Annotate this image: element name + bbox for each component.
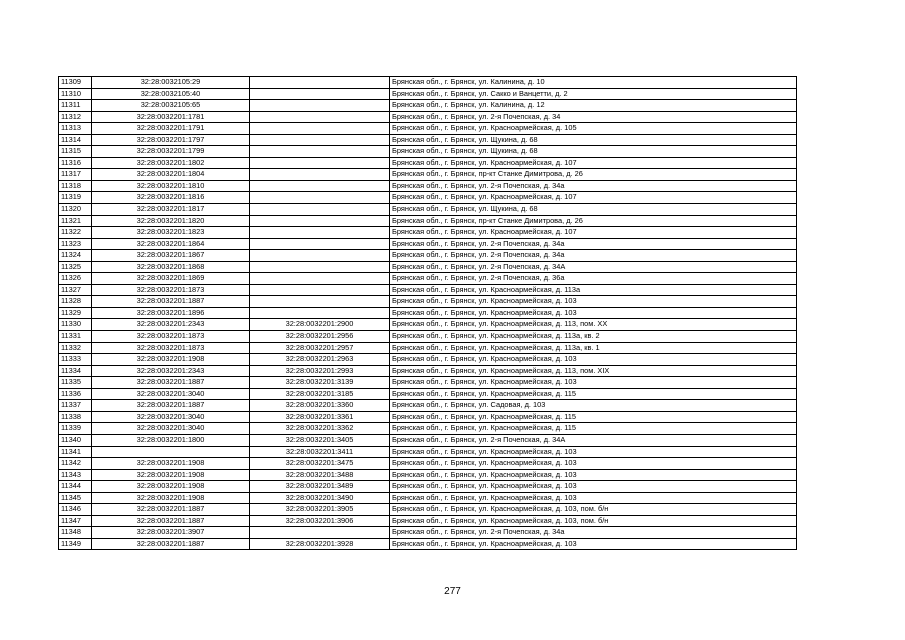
parent-cadastral-number-cell: 32:28:0032201:1810 — [92, 180, 250, 192]
parent-cadastral-number-cell: 32:28:0032201:3040 — [92, 388, 250, 400]
parent-cadastral-number-cell: 32:28:0032201:1817 — [92, 204, 250, 216]
cadastral-number-cell: 32:28:0032201:3405 — [250, 434, 390, 446]
cadastral-table — [58, 76, 797, 550]
parent-cadastral-number-cell: 32:28:0032201:1908 — [92, 458, 250, 470]
parent-cadastral-number-cell: 32:28:0032201:2343 — [92, 319, 250, 331]
address-cell: Брянская обл., г. Брянск, пр-кт Станке Димитрова, д. 26 — [390, 169, 797, 181]
row-number-cell: 11345 — [59, 492, 92, 504]
address-cell: Брянская обл., г. Брянск, ул. Красноармейская, д. 113, пом. XX — [390, 319, 797, 331]
table-row — [59, 423, 797, 435]
parent-cadastral-number-cell: 32:28:0032201:1869 — [92, 273, 250, 285]
table-row — [59, 180, 797, 192]
table-row — [59, 134, 797, 146]
row-number-cell: 11342 — [59, 458, 92, 470]
address-cell: Брянская обл., г. Брянск, ул. Сакко и Ванцетти, д. 2 — [390, 88, 797, 100]
parent-cadastral-number-cell: 32:28:0032201:1908 — [92, 354, 250, 366]
cadastral-number-cell: 32:28:0032201:3905 — [250, 504, 390, 516]
parent-cadastral-number-cell: 32:28:0032105:29 — [92, 77, 250, 89]
row-number-cell: 11338 — [59, 411, 92, 423]
table-row — [59, 307, 797, 319]
cadastral-number-cell: 32:28:0032201:2993 — [250, 365, 390, 377]
row-number-cell: 11346 — [59, 504, 92, 516]
parent-cadastral-number-cell: 32:28:0032105:40 — [92, 88, 250, 100]
address-cell: Брянская обл., г. Брянск, ул. 2-я Почепская, д. 34а — [390, 250, 797, 262]
table-row — [59, 434, 797, 446]
row-number-cell: 11316 — [59, 157, 92, 169]
table-row — [59, 469, 797, 481]
address-cell: Брянская обл., г. Брянск, ул. Красноармейская, д. 103 — [390, 469, 797, 481]
parent-cadastral-number-cell: 32:28:0032201:1816 — [92, 192, 250, 204]
parent-cadastral-number-cell: 32:28:0032201:1797 — [92, 134, 250, 146]
parent-cadastral-number-cell: 32:28:0032201:1800 — [92, 434, 250, 446]
cadastral-number-cell: 32:28:0032201:2900 — [250, 319, 390, 331]
table-row — [59, 238, 797, 250]
table-row — [59, 354, 797, 366]
table-row — [59, 261, 797, 273]
parent-cadastral-number-cell: 32:28:0032201:1873 — [92, 342, 250, 354]
parent-cadastral-number-cell: 32:28:0032201:1864 — [92, 238, 250, 250]
table-row — [59, 446, 797, 458]
table-body — [59, 77, 797, 550]
row-number-cell: 11315 — [59, 146, 92, 158]
row-number-cell: 11349 — [59, 538, 92, 550]
cadastral-number-cell: 32:28:0032201:3489 — [250, 481, 390, 493]
cadastral-number-cell — [250, 296, 390, 308]
parent-cadastral-number-cell: 32:28:0032201:1802 — [92, 157, 250, 169]
address-cell: Брянская обл., г. Брянск, ул. Красноармейская, д. 107 — [390, 192, 797, 204]
cadastral-number-cell — [250, 238, 390, 250]
parent-cadastral-number-cell: 32:28:0032201:1804 — [92, 169, 250, 181]
address-cell: Брянская обл., г. Брянск, ул. Красноармейская, д. 103 — [390, 538, 797, 550]
address-cell: Брянская обл., г. Брянск, ул. Красноармейская, д. 107 — [390, 157, 797, 169]
cadastral-number-cell — [250, 134, 390, 146]
address-cell: Брянская обл., г. Брянск, ул. Красноармейская, д. 103 — [390, 296, 797, 308]
cadastral-number-cell — [250, 284, 390, 296]
table-row — [59, 515, 797, 527]
address-cell: Брянская обл., г. Брянск, ул. Красноармейская, д. 103 — [390, 446, 797, 458]
table-row — [59, 538, 797, 550]
parent-cadastral-number-cell: 32:28:0032105:65 — [92, 100, 250, 112]
cadastral-number-cell — [250, 261, 390, 273]
address-cell: Брянская обл., г. Брянск, ул. Красноармейская, д. 103 — [390, 492, 797, 504]
cadastral-number-cell: 32:28:0032201:3928 — [250, 538, 390, 550]
cadastral-number-cell — [250, 146, 390, 158]
parent-cadastral-number-cell: 32:28:0032201:1887 — [92, 515, 250, 527]
parent-cadastral-number-cell: 32:28:0032201:1781 — [92, 111, 250, 123]
table-row — [59, 157, 797, 169]
cadastral-number-cell — [250, 227, 390, 239]
address-cell: Брянская обл., г. Брянск, ул. 2-я Почепская, д. 34а — [390, 527, 797, 539]
cadastral-number-cell — [250, 307, 390, 319]
table-row — [59, 192, 797, 204]
cadastral-number-cell — [250, 215, 390, 227]
cadastral-number-cell — [250, 273, 390, 285]
address-cell: Брянская обл., г. Брянск, ул. 2-я Почепская, д. 34 — [390, 111, 797, 123]
cadastral-number-cell — [250, 527, 390, 539]
cadastral-number-cell — [250, 169, 390, 181]
row-number-cell: 11332 — [59, 342, 92, 354]
cadastral-number-cell: 32:28:0032201:3490 — [250, 492, 390, 504]
row-number-cell: 11341 — [59, 446, 92, 458]
cadastral-number-cell: 32:28:0032201:3139 — [250, 377, 390, 389]
address-cell: Брянская обл., г. Брянск, ул. Красноармейская, д. 115 — [390, 388, 797, 400]
cadastral-number-cell: 32:28:0032201:3361 — [250, 411, 390, 423]
cadastral-number-cell — [250, 250, 390, 262]
table-row — [59, 342, 797, 354]
address-cell: Брянская обл., г. Брянск, ул. Красноармейская, д. 113а, кв. 1 — [390, 342, 797, 354]
table-row — [59, 388, 797, 400]
address-cell: Брянская обл., г. Брянск, ул. Красноармейская, д. 103 — [390, 307, 797, 319]
cadastral-number-cell — [250, 111, 390, 123]
address-cell: Брянская обл., г. Брянск, ул. 2-я Почепская, д. 34А — [390, 434, 797, 446]
row-number-cell: 11310 — [59, 88, 92, 100]
row-number-cell: 11330 — [59, 319, 92, 331]
address-cell: Брянская обл., г. Брянск, ул. Красноармейская, д. 103 — [390, 481, 797, 493]
address-cell: Брянская обл., г. Брянск, ул. Щукина, д. 68 — [390, 204, 797, 216]
row-number-cell: 11311 — [59, 100, 92, 112]
parent-cadastral-number-cell: 32:28:0032201:1873 — [92, 331, 250, 343]
parent-cadastral-number-cell: 32:28:0032201:1908 — [92, 492, 250, 504]
row-number-cell: 11321 — [59, 215, 92, 227]
table-row — [59, 527, 797, 539]
row-number-cell: 11333 — [59, 354, 92, 366]
address-cell: Брянская обл., г. Брянск, ул. Красноармейская, д. 113а — [390, 284, 797, 296]
table-row — [59, 250, 797, 262]
table-row — [59, 146, 797, 158]
table-row — [59, 169, 797, 181]
cadastral-number-cell: 32:28:0032201:3362 — [250, 423, 390, 435]
row-number-cell: 11331 — [59, 331, 92, 343]
cadastral-number-cell: 32:28:0032201:3411 — [250, 446, 390, 458]
row-number-cell: 11324 — [59, 250, 92, 262]
parent-cadastral-number-cell: 32:28:0032201:1867 — [92, 250, 250, 262]
address-cell: Брянская обл., г. Брянск, ул. Красноармейская, д. 103 — [390, 458, 797, 470]
parent-cadastral-number-cell: 32:28:0032201:1887 — [92, 377, 250, 389]
cadastral-number-cell: 32:28:0032201:2957 — [250, 342, 390, 354]
table-row — [59, 77, 797, 89]
address-cell: Брянская обл., г. Брянск, ул. Калинина, д. 12 — [390, 100, 797, 112]
address-cell: Брянская обл., г. Брянск, ул. Красноармейская, д. 113а, кв. 2 — [390, 331, 797, 343]
table-row — [59, 227, 797, 239]
table-row — [59, 123, 797, 135]
cadastral-number-cell — [250, 77, 390, 89]
table-row — [59, 88, 797, 100]
parent-cadastral-number-cell: 32:28:0032201:3040 — [92, 411, 250, 423]
cadastral-number-cell — [250, 157, 390, 169]
page-number: 277 — [444, 586, 461, 597]
row-number-cell: 11313 — [59, 123, 92, 135]
row-number-cell: 11318 — [59, 180, 92, 192]
cadastral-number-cell: 32:28:0032201:3488 — [250, 469, 390, 481]
parent-cadastral-number-cell: 32:28:0032201:3907 — [92, 527, 250, 539]
address-cell: Брянская обл., г. Брянск, ул. 2-я Почепская, д. 34а — [390, 238, 797, 250]
address-cell: Брянская обл., г. Брянск, ул. Красноармейская, д. 107 — [390, 227, 797, 239]
parent-cadastral-number-cell: 32:28:0032201:1896 — [92, 307, 250, 319]
parent-cadastral-number-cell: 32:28:0032201:1820 — [92, 215, 250, 227]
row-number-cell: 11317 — [59, 169, 92, 181]
address-cell: Брянская обл., г. Брянск, ул. Красноармейская, д. 103, пом. б/н — [390, 504, 797, 516]
table-row — [59, 411, 797, 423]
address-cell: Брянская обл., г. Брянск, ул. 2-я Почепская, д. 36а — [390, 273, 797, 285]
row-number-cell: 11337 — [59, 400, 92, 412]
parent-cadastral-number-cell: 32:28:0032201:1887 — [92, 296, 250, 308]
address-cell: Брянская обл., г. Брянск, ул. Красноармейская, д. 115 — [390, 423, 797, 435]
parent-cadastral-number-cell: 32:28:0032201:1873 — [92, 284, 250, 296]
table-row — [59, 273, 797, 285]
table-row — [59, 365, 797, 377]
address-cell: Брянская обл., г. Брянск, ул. Садовая, д. 103 — [390, 400, 797, 412]
address-cell: Брянская обл., г. Брянск, ул. Красноармейская, д. 103 — [390, 377, 797, 389]
cadastral-number-cell — [250, 180, 390, 192]
address-cell: Брянская обл., г. Брянск, ул. Калинина, д. 10 — [390, 77, 797, 89]
table-row — [59, 458, 797, 470]
cadastral-number-cell — [250, 123, 390, 135]
cadastral-number-cell — [250, 88, 390, 100]
address-cell: Брянская обл., г. Брянск, ул. Щукина, д. 68 — [390, 146, 797, 158]
row-number-cell: 11320 — [59, 204, 92, 216]
row-number-cell: 11336 — [59, 388, 92, 400]
parent-cadastral-number-cell: 32:28:0032201:1791 — [92, 123, 250, 135]
cadastral-number-cell: 32:28:0032201:3360 — [250, 400, 390, 412]
table-row — [59, 504, 797, 516]
parent-cadastral-number-cell: 32:28:0032201:1887 — [92, 400, 250, 412]
row-number-cell: 11343 — [59, 469, 92, 481]
parent-cadastral-number-cell: 32:28:0032201:1799 — [92, 146, 250, 158]
parent-cadastral-number-cell: 32:28:0032201:1868 — [92, 261, 250, 273]
table-row — [59, 481, 797, 493]
address-cell: Брянская обл., г. Брянск, пр-кт Станке Димитрова, д. 26 — [390, 215, 797, 227]
address-cell: Брянская обл., г. Брянск, ул. 2-я Почепская, д. 34а — [390, 180, 797, 192]
address-cell: Брянская обл., г. Брянск, ул. Красноармейская, д. 103, пом. б/н — [390, 515, 797, 527]
parent-cadastral-number-cell: 32:28:0032201:3040 — [92, 423, 250, 435]
cadastral-number-cell — [250, 204, 390, 216]
row-number-cell: 11344 — [59, 481, 92, 493]
row-number-cell: 11323 — [59, 238, 92, 250]
row-number-cell: 11312 — [59, 111, 92, 123]
parent-cadastral-number-cell: 32:28:0032201:1823 — [92, 227, 250, 239]
address-cell: Брянская обл., г. Брянск, ул. Красноармейская, д. 115 — [390, 411, 797, 423]
cadastral-number-cell: 32:28:0032201:2963 — [250, 354, 390, 366]
cadastral-number-cell — [250, 100, 390, 112]
table-row — [59, 400, 797, 412]
table-row — [59, 204, 797, 216]
row-number-cell: 11329 — [59, 307, 92, 319]
row-number-cell: 11335 — [59, 377, 92, 389]
row-number-cell: 11327 — [59, 284, 92, 296]
parent-cadastral-number-cell: 32:28:0032201:1908 — [92, 481, 250, 493]
cadastral-number-cell: 32:28:0032201:3906 — [250, 515, 390, 527]
parent-cadastral-number-cell — [92, 446, 250, 458]
cadastral-number-cell: 32:28:0032201:2956 — [250, 331, 390, 343]
table-row — [59, 284, 797, 296]
table-row — [59, 215, 797, 227]
row-number-cell: 11340 — [59, 434, 92, 446]
table-row — [59, 319, 797, 331]
parent-cadastral-number-cell: 32:28:0032201:2343 — [92, 365, 250, 377]
row-number-cell: 11326 — [59, 273, 92, 285]
row-number-cell: 11309 — [59, 77, 92, 89]
row-number-cell: 11319 — [59, 192, 92, 204]
row-number-cell: 11322 — [59, 227, 92, 239]
table-row — [59, 377, 797, 389]
row-number-cell: 11328 — [59, 296, 92, 308]
row-number-cell: 11334 — [59, 365, 92, 377]
parent-cadastral-number-cell: 32:28:0032201:1908 — [92, 469, 250, 481]
address-cell: Брянская обл., г. Брянск, ул. Красноармейская, д. 113, пом. XIX — [390, 365, 797, 377]
address-cell: Брянская обл., г. Брянск, ул. Красноармейская, д. 103 — [390, 354, 797, 366]
table-row — [59, 492, 797, 504]
table-row — [59, 100, 797, 112]
address-cell: Брянская обл., г. Брянск, ул. Щукина, д. 68 — [390, 134, 797, 146]
parent-cadastral-number-cell: 32:28:0032201:1887 — [92, 504, 250, 516]
table-row — [59, 331, 797, 343]
cadastral-number-cell — [250, 192, 390, 204]
address-cell: Брянская обл., г. Брянск, ул. 2-я Почепская, д. 34А — [390, 261, 797, 273]
cadastral-number-cell: 32:28:0032201:3475 — [250, 458, 390, 470]
table-row — [59, 111, 797, 123]
cadastral-number-cell: 32:28:0032201:3185 — [250, 388, 390, 400]
row-number-cell: 11314 — [59, 134, 92, 146]
table-row — [59, 296, 797, 308]
row-number-cell: 11347 — [59, 515, 92, 527]
parent-cadastral-number-cell: 32:28:0032201:1887 — [92, 538, 250, 550]
row-number-cell: 11339 — [59, 423, 92, 435]
row-number-cell: 11348 — [59, 527, 92, 539]
address-cell: Брянская обл., г. Брянск, ул. Красноармейская, д. 105 — [390, 123, 797, 135]
row-number-cell: 11325 — [59, 261, 92, 273]
